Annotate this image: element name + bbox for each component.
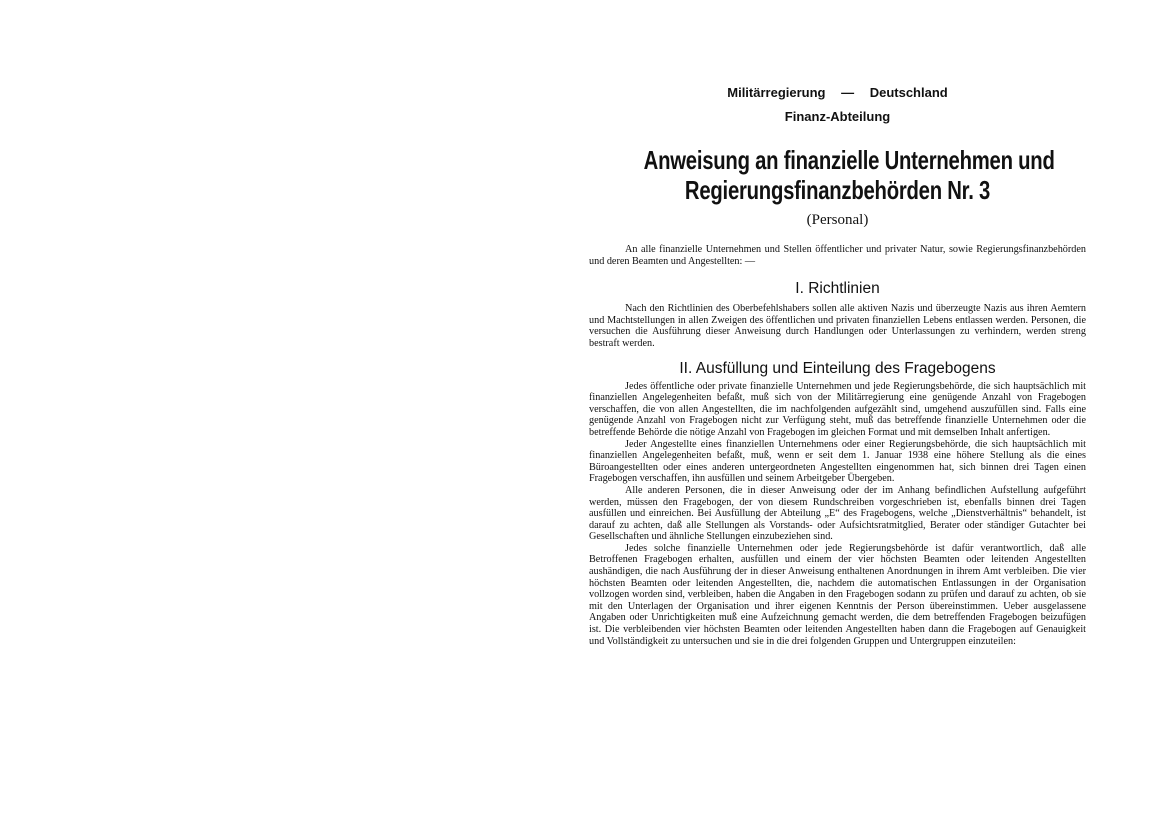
document-subtitle: (Personal) xyxy=(806,212,869,228)
document-title-line-1: Anweisung an finanzielle Unternehmen und xyxy=(643,145,1055,175)
document-title-line-2: Regierungsfinanzbehörden Nr. 3 xyxy=(684,175,991,205)
section-heading-fragebogen: II. Ausfüllung und Einteilung des Fragebogens xyxy=(679,359,996,377)
section-heading-richtlinien: I. Richtlinien xyxy=(795,280,880,298)
intro-paragraph: An alle finanzielle Unternehmen und Stellen öffentlicher und privater Natur, sowie Regierungsfinanzbehörden und deren Beamten und Angestellten: — xyxy=(589,244,1086,267)
section-1-paragraph-1: Nach den Richtlinien des Oberbefehlshabers sollen alle aktiven Nazis und überzeugte Nazis aus ihren Aemtern und Machtstellungen in allen Zweigen des öffentlichen und privaten finanziellen Lebens entlassen werden. Personen, die versuchen die Ausführung dieser Anweisung durch Handlungen oder Unterlassungen zu verhindern, werden streng bestraft werden. xyxy=(589,303,1086,349)
section-2-paragraph-2: Jeder Angestellte eines finanziellen Unternehmens oder einer Regierungsbehörde, die sich hauptsächlich mit finanziellen Angelegenheiten befaßt, muß, wenn er seit dem 1. Januar 1938 eine höhere Stellung als die eines Büroangestellten oder eines anderen untergeordneten Angestellten eingenommen hat, sich binnen drei Tagen einen Fragebogen verschaffen, ihn ausfüllen und seinem Arbeitgeber Übergeben. xyxy=(589,438,1086,485)
section-2-paragraph-1: Jedes öffentliche oder private finanzielle Unternehmen und jede Regierungsbehörde, die sich hauptsächlich mit finanziellen Angelegenheiten befaßt, muß sich von der Militärregierung eine genügende Anzahl von Fragebogen verschaffen, die von allen Angestellten, die im nachfolgenden aufgezählt sind, umgehend auszufüllen sind. Falls eine genügende Anzahl von Fragebogen nicht zur Verfügung steht, muß das betreffende finanzielle Unternehmen oder die betreffende Behörde die nötige Anzahl von Fragebogen im gleichen Format und mit demselben Inhalt anfertigen. xyxy=(589,380,1086,438)
department-header: Finanz-Abteilung xyxy=(784,109,891,124)
section-2-paragraph-4: Jedes solche finanzielle Unternehmen oder jede Regierungsbehörde ist dafür verantwortlich, daß alle Betroffenen Fragebogen erhalten, ausfüllen und einem der vier höchsten Beamten oder leitenden Angestellten aushändigen, die nach Ausführung der in dieser Anweisung enthaltenen Anordnungen in ihrem Amt verbleiben. Die vier höchsten Beamten oder leitenden Angestellten, die, nachdem die automatischen Entlassungen in der Organisation vollzogen worden sind, verbleiben, haben die Angaben in den Fragebogen sodann zu prüfen und darauf zu achten, ob sie mit den Unterlagen der Organisation und ihrer eigenen Kenntnis der Person übereinstimmen. Ueber ausgelassene Angaben oder Unrichtigkeiten muß eine Aufzeichnung gemacht werden, die dem betreffenden Fragebogen beizufügen ist. Die verbleibenden vier höchsten Beamten oder leitenden Angestellten haben dann die Fragebogen auf Genauigkeit und Vollständigkeit zu untersuchen und sie in die drei folgenden Gruppen und Untergruppen einzuteilen: xyxy=(589,542,1086,647)
organization-header: Militärregierung — Deutschland xyxy=(727,85,948,100)
document-title xyxy=(643,145,1055,205)
section-2-paragraph-3: Alle anderen Personen, die in dieser Anweisung oder der im Anhang befindlichen Aufstellung aufgeführt werden, müssen den Fragebogen, der von diesem Rundschreiben vorgeschrieben ist, ebenfalls binnen drei Tagen ausfüllen und einreichen. Bei Ausfüllung der Abteilung „E“ des Fragebogens, welche „Dienstverhältnis“ behandelt, ist darauf zu achten, daß alle Stellungen als Vorstands- oder Aufsichtsratmitglied, Berater oder ständiger Gutachter bei Gesellschaften und ähnliche Stellungen einzubeziehen sind. xyxy=(589,484,1086,543)
document-page xyxy=(589,80,1086,647)
